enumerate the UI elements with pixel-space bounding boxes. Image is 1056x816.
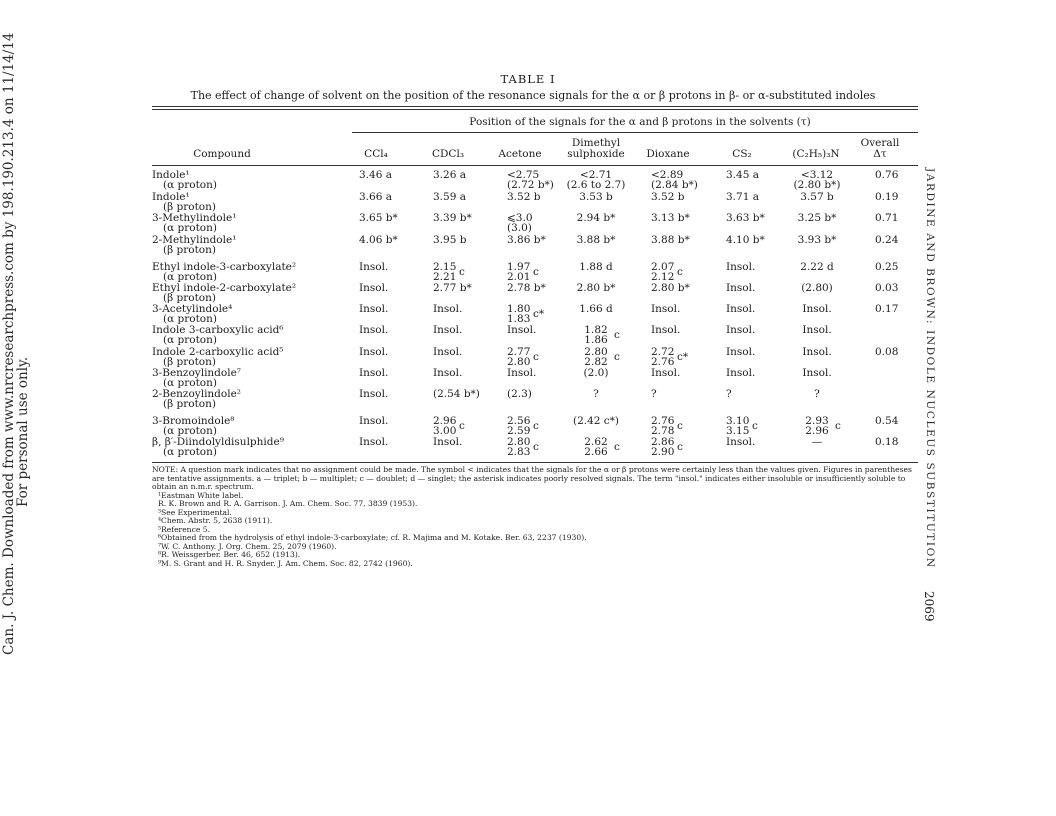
value-tea: 3.25 b*: [797, 212, 837, 224]
value-cdcl3: 2.77 b*: [433, 282, 472, 294]
multiplicity-dmso: c: [614, 351, 620, 363]
value-overall: 0.54: [875, 415, 899, 427]
value-cdcl3: 3.95 b: [433, 234, 467, 246]
top-rule-2: [152, 109, 918, 110]
multiplicity-dmso: c: [614, 329, 620, 341]
compound-name: Ethyl indole-2-carboxylate²: [152, 282, 297, 294]
value-cdcl3: 3.59 a: [433, 191, 466, 203]
proton-label: (β proton): [163, 201, 216, 213]
table-notes: [152, 466, 922, 568]
footnote-item: ³See Experimental.: [158, 507, 232, 517]
note-text: NOTE: A question mark indicates that no assignment could be made. The symbol < indicates that the signals for the α or β protons were certainly less than the values given. Figures in parentheses are tentative assignments. a — triplet; b — multiplet; c — doublet; d — singlet; the asterisk indicates poorly resolved signals. The term "insol." indicates either insoluble or insufficiently soluble to obtain an n.m.r. spectrum.: [152, 465, 912, 491]
value-tea: 3.57 b: [800, 191, 834, 203]
value-ccl4: Insol.: [359, 415, 389, 427]
proton-label: (β proton): [163, 356, 216, 368]
value-dmso: ?: [593, 388, 599, 400]
proton-label: (α proton): [163, 334, 217, 346]
value-cs2: Insol.: [726, 436, 756, 448]
value-dmso: 2.80: [584, 346, 608, 358]
header-rule: [152, 165, 918, 166]
compound-name: 2-Benzoylindole²: [152, 388, 242, 400]
compound-name: 2-Methylindole¹: [152, 234, 237, 246]
value-cdcl3: 3.39 b*: [433, 212, 472, 224]
value-overall: 0.17: [875, 303, 899, 315]
value-dioxane-second: (2.84 b*): [651, 179, 698, 191]
multiplicity-acetone: c: [533, 351, 539, 363]
value-dmso: 1.82: [584, 324, 608, 336]
compound-name: β, β′-Diindolyldisulphide⁹: [152, 436, 284, 448]
value-acetone: ⩽3.0: [507, 212, 533, 224]
compound-name: Indole 2-carboxylic acid⁵: [152, 346, 284, 358]
value-ccl4: Insol.: [359, 346, 389, 358]
value-cdcl3: 3.26 a: [433, 169, 466, 181]
value-tea: Insol.: [802, 346, 832, 358]
bottom-rule: [152, 462, 918, 463]
value-dioxane-second: 2.90: [651, 446, 675, 458]
value-tea: ?: [814, 388, 820, 400]
value-cdcl3-second: 3.00: [433, 425, 457, 437]
value-dioxane: 3.52 b: [651, 191, 685, 203]
value-cdcl3: 2.96: [433, 415, 457, 427]
value-dmso-second: (2.6 to 2.7): [566, 179, 626, 191]
value-acetone-second: 2.59: [507, 425, 531, 437]
value-acetone: 2.56: [507, 415, 531, 427]
value-ccl4: 3.66 a: [359, 191, 392, 203]
value-tea: Insol.: [802, 303, 832, 315]
value-dioxane: <2.89: [651, 169, 684, 181]
value-cdcl3: 2.15: [433, 261, 457, 273]
top-rule: [152, 106, 918, 107]
running-head: JARDINE AND BROWN: INDOLE NUCLEUS SUBSTITUTION: [924, 168, 936, 569]
compound-name: 3-Methylindole¹: [152, 212, 237, 224]
value-acetone-second: (2.72 b*): [507, 179, 554, 191]
value-overall: 0.08: [875, 346, 899, 358]
footnote-list: [152, 492, 922, 569]
value-cs2: Insol.: [726, 324, 756, 336]
proton-label: (β proton): [163, 292, 216, 304]
col-dioxane: Dioxane: [646, 148, 690, 160]
multiplicity-dioxane: c*: [677, 351, 689, 363]
value-ccl4: Insol.: [359, 367, 389, 379]
value-cdcl3: Insol.: [433, 436, 463, 448]
value-cs2: 3.71 a: [726, 191, 759, 203]
value-overall: 0.18: [875, 436, 899, 448]
proton-label: (α proton): [163, 222, 217, 234]
proton-label: (α proton): [163, 446, 217, 458]
col-compound: Compound: [193, 148, 251, 160]
proton-label: (α proton): [163, 179, 217, 191]
multiplicity-cs2: c: [752, 420, 758, 432]
compound-name: Indole 3-carboxylic acid⁶: [152, 324, 284, 336]
value-dmso: 2.80 b*: [576, 282, 616, 294]
col-triethylamine: (C₂H₅)₃N: [792, 148, 840, 160]
value-ccl4: 3.65 b*: [359, 212, 398, 224]
value-acetone: 1.97: [507, 261, 531, 273]
multiplicity-acetone: c: [533, 441, 539, 453]
multiplicity-dioxane: c: [677, 441, 683, 453]
value-acetone-second: (3.0): [507, 222, 532, 234]
value-dmso-second: 1.86: [584, 334, 608, 346]
value-ccl4: Insol.: [359, 324, 389, 336]
value-dioxane: 2.76: [651, 415, 675, 427]
compound-name: 3-Benzoylindole⁷: [152, 367, 242, 379]
value-dioxane: Insol.: [651, 367, 681, 379]
value-acetone: 2.78 b*: [507, 282, 546, 294]
value-cdcl3: Insol.: [433, 303, 463, 315]
proton-label: (β proton): [163, 398, 216, 410]
value-dioxane: 3.13 b*: [651, 212, 690, 224]
multiplicity-acetone: c: [533, 420, 539, 432]
multiplicity-dioxane: c: [677, 266, 683, 278]
value-acetone-second: 2.83: [507, 446, 531, 458]
value-dioxane-second: 2.12: [651, 271, 675, 283]
value-acetone: Insol.: [507, 324, 537, 336]
value-acetone-second: 1.83: [507, 313, 531, 325]
download-watermark: [2, 33, 30, 655]
compound-name: Indole¹: [152, 169, 190, 181]
value-dmso: <2.71: [579, 169, 613, 181]
compound-name: 3-Bromoindole⁸: [152, 415, 235, 427]
value-dioxane: ?: [651, 388, 657, 400]
table-label: TABLE I: [500, 72, 556, 86]
value-dioxane: Insol.: [651, 303, 681, 315]
compound-name: Ethyl indole-3-carboxylate²: [152, 261, 297, 273]
value-ccl4: 3.46 a: [359, 169, 392, 181]
value-cdcl3: Insol.: [433, 367, 463, 379]
compound-name: Indole¹: [152, 191, 190, 203]
col-dmso-line1: Dimethyl: [571, 137, 621, 149]
proton-label: (β proton): [163, 244, 216, 256]
value-ccl4: Insol.: [359, 388, 389, 400]
value-cs2: Insol.: [726, 346, 756, 358]
value-acetone-second: 2.80: [507, 356, 531, 368]
value-dmso: 2.62: [584, 436, 608, 448]
col-ccl4: CCl₄: [364, 148, 388, 160]
col-overall-line2: Δτ: [873, 148, 887, 160]
value-tea: 2.22 d: [800, 261, 834, 273]
value-tea: <3.12: [800, 169, 834, 181]
compound-name: 3-Acetylindole⁴: [152, 303, 233, 315]
value-dioxane: 2.80 b*: [651, 282, 690, 294]
value-acetone: 2.77: [507, 346, 531, 358]
value-acetone: <2.75: [507, 169, 540, 181]
value-tea-second: (2.80 b*): [793, 179, 841, 191]
download-line: Can. J. Chem. Downloaded from www.nrcresearchpress.com by 198.190.213.4 on 11/14/14: [1, 32, 17, 655]
value-acetone: Insol.: [507, 367, 537, 379]
footnote-item: ⁵Reference 5.: [158, 524, 210, 534]
value-ccl4: Insol.: [359, 282, 389, 294]
value-tea: 2.93: [805, 415, 829, 427]
footnote-item: ¹Eastman White label.: [158, 490, 244, 500]
footnote-item: ⁷W. C. Anthony. J. Org. Chem. 25, 2079 (1960).: [158, 541, 337, 551]
value-dmso: (2.42 c*): [572, 415, 620, 427]
value-cs2: Insol.: [726, 367, 756, 379]
col-acetone: Acetone: [498, 148, 542, 160]
personal-use-line: For personal use only.: [15, 356, 31, 507]
table-title: The effect of change of solvent on the position of the resonance signals for the α or β protons in β- or α-substituted indoles: [190, 89, 876, 102]
value-cdcl3: Insol.: [433, 324, 463, 336]
value-cs2: 4.10 b*: [726, 234, 765, 246]
value-overall: 0.25: [875, 261, 899, 273]
col-dmso-line2: sulphoxide: [567, 148, 625, 160]
value-cs2: Insol.: [726, 261, 756, 273]
multiplicity-dmso: c: [614, 441, 620, 453]
value-dmso: 1.66 d: [579, 303, 613, 315]
proton-label: (α proton): [163, 271, 217, 283]
value-dioxane-second: 2.78: [651, 425, 675, 437]
footnote-item: ⁸R. Weissgerber. Ber. 46, 652 (1913).: [158, 550, 301, 559]
value-dmso: 3.88 b*: [576, 234, 616, 246]
value-tea: (2.80): [801, 282, 833, 294]
value-dmso: 2.94 b*: [576, 212, 616, 224]
spanner-heading: Position of the signals for the α and β protons in the solvents (τ): [469, 116, 811, 128]
value-cdcl3: (2.54 b*): [433, 388, 480, 400]
value-overall: 0.24: [875, 234, 899, 246]
page-number: 2069: [922, 591, 936, 622]
value-cs2-second: 3.15: [726, 425, 750, 437]
proton-label: (α proton): [163, 313, 217, 325]
value-tea: Insol.: [802, 367, 832, 379]
value-dioxane: 2.07: [651, 261, 675, 273]
value-tea-second: 2.96: [805, 425, 829, 437]
proton-label: (α proton): [163, 377, 217, 389]
value-tea: —: [811, 436, 823, 448]
value-acetone: 3.52 b: [507, 191, 541, 203]
value-dmso-second: 2.66: [584, 446, 608, 458]
footnote-item: ⁴Chem. Abstr. 5, 2638 (1911).: [158, 516, 273, 525]
value-overall: 0.19: [875, 191, 899, 203]
value-cs2: Insol.: [726, 303, 756, 315]
value-tea: Insol.: [802, 324, 832, 336]
value-dioxane: Insol.: [651, 324, 681, 336]
value-dmso: (2.0): [583, 367, 609, 379]
value-cs2: Insol.: [726, 282, 756, 294]
value-dioxane: 2.86: [651, 436, 675, 448]
col-cdcl3: CDCl₃: [431, 148, 465, 160]
value-overall: 0.76: [875, 169, 899, 181]
value-acetone: 3.86 b*: [507, 234, 546, 246]
value-cs2: 3.10: [726, 415, 750, 427]
value-dmso: 3.53 b: [579, 191, 613, 203]
value-overall: 0.71: [875, 212, 899, 224]
proton-label: (α proton): [163, 425, 217, 437]
multiplicity-tea: c: [835, 420, 841, 432]
value-cs2: 3.63 b*: [726, 212, 765, 224]
value-dioxane: 2.72: [651, 346, 675, 358]
multiplicity-dioxane: c: [677, 420, 683, 432]
value-dmso: 1.88 d: [579, 261, 613, 273]
value-ccl4: Insol.: [359, 436, 389, 448]
value-cs2: 3.45 a: [726, 169, 759, 181]
spanner-rule: [352, 132, 918, 133]
value-dioxane-second: 2.76: [651, 356, 675, 368]
footnote-item: R. K. Brown and R. A. Garrison. J. Am. Chem. Soc. 77, 3839 (1953).: [158, 499, 418, 508]
value-overall: 0.03: [875, 282, 899, 294]
value-ccl4: Insol.: [359, 261, 389, 273]
value-cdcl3: Insol.: [433, 346, 463, 358]
col-overall-line1: Overall: [860, 137, 900, 149]
value-cs2: ?: [726, 388, 732, 400]
footnote-item: ⁶Obtained from the hydrolysis of ethyl indole-3-carboxylate; cf. R. Majima and M. Kotake. Ber. 63, 2237 (1930).: [158, 533, 587, 542]
col-cs2: CS₂: [732, 148, 752, 160]
value-acetone: 2.80: [507, 436, 531, 448]
multiplicity-acetone: c: [533, 266, 539, 278]
multiplicity-cdcl3: c: [459, 266, 465, 278]
value-dmso-second: 2.82: [584, 356, 608, 368]
value-acetone-second: 2.01: [507, 271, 531, 283]
value-acetone: 1.80: [507, 303, 531, 315]
multiplicity-cdcl3: c: [459, 420, 465, 432]
value-dioxane: 3.88 b*: [651, 234, 690, 246]
value-acetone: (2.3): [507, 388, 532, 400]
footnote-item: ⁹M. S. Grant and H. R. Snyder. J. Am. Chem. Soc. 82, 2742 (1960).: [158, 558, 413, 568]
value-cdcl3-second: 2.21: [433, 271, 457, 283]
value-ccl4: 4.06 b*: [359, 234, 398, 246]
value-ccl4: Insol.: [359, 303, 389, 315]
multiplicity-acetone: c*: [533, 308, 545, 320]
value-tea: 3.93 b*: [797, 234, 837, 246]
